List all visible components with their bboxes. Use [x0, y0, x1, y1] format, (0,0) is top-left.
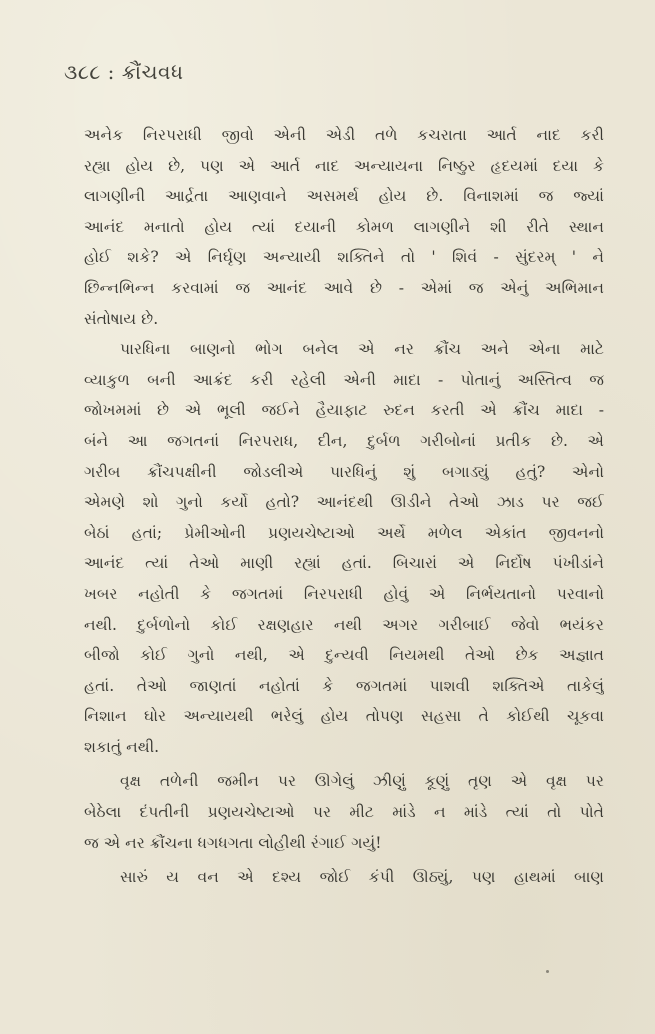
text-line: અનેક નિરપરાધી જીવો એની એડી તળે કચરાતા આર્ત નાદ કરી [84, 126, 604, 144]
text-line: પારધિના બાણનો ભોગ બનેલ એ નર ક્રૌંચ અને એના માટે [120, 340, 604, 359]
text-line: છિન્નભિન્ન કરવામાં જ આનંદ આવે છે - એમાં જ એનું અભિમાન [84, 278, 604, 297]
text-line: વ્યાકુળ બની આક્રંદ કરી રહેલી એની માદા - પોતાનું અસ્તિત્વ જ [84, 370, 604, 389]
text-line: બીજો કોઈ ગુનો નથી, એ દુન્યવી નિયમથી તેઓ છેક અજ્ઞાત [84, 646, 604, 665]
running-head: ૩૮૮ : ક્રૌંચવધ [64, 60, 184, 84]
text-line: બંને આ જગતનાં નિરપરાધ, દીન, દુર્બળ ગરીબોનાં પ્રતીક છે. એ [84, 431, 604, 450]
text-line: શકાતું નથી. [84, 737, 160, 756]
text-line: આનંદ મનાતો હોય ત્યાં દયાની કોમળ લાગણીને શી રીતે સ્થાન [84, 217, 604, 236]
text-line: વૃક્ષ તળેની જમીન પર ઊગેલું ઝીણું કૂણું તૃણ એ વૃક્ષ પર [120, 772, 604, 791]
text-line: જોખમમાં છે એ ભૂલી જઈને હૈયાફાટ રુદન કરતી એ ક્રૌંચ માદા - [84, 401, 604, 420]
text-line: બેઠેલા દંપતીની પ્રણયચેષ્ટાઓ પર મીટ માંડે ન માંડે ત્યાં તો પોતે [84, 803, 604, 822]
text-line: નિશાન ઘોર અન્યાયથી ભરેલું હોય તોપણ સહસા તે કોઈથી ચૂકવા [84, 707, 604, 726]
paragraph-3 [84, 766, 604, 858]
paper-speck [546, 970, 549, 973]
paragraph-4 [84, 862, 604, 893]
paragraph-1 [84, 120, 604, 334]
text-line: જ એ નર ક્રૌંચના ધગધગતા લોહીથી રંગાઈ ગયું! [84, 833, 382, 852]
text-line: હોઈ શકે? એ નિર્ઘૃણ અન્યાયી શક્તિને તો ' શિવં - સુંદરમ્ ' ને [84, 248, 604, 267]
text-line: આનંદ ત્યાં તેઓ માણી રહ્યાં હતાં. બિચારાં એ નિર્દોષ પંખીડાંને [84, 554, 604, 573]
body-text [84, 120, 604, 893]
text-line: હતાં. તેઓ જાણતાં નહોતાં કે જગતમાં પાશવી શક્તિએ તાકેલું [84, 676, 604, 695]
text-line: બેઠાં હતાં; પ્રેમીઓની પ્રણયચેષ્ટાઓ અર્થે મળેલ એકાંત જીવનનો [84, 523, 604, 542]
text-line: લાગણીની આર્દ્રતા આણવાને અસમર્થ હોય છે. વિનાશમાં જ જ્યાં [84, 187, 604, 206]
paragraph-2 [84, 334, 604, 762]
text-line: સારું ય વન એ દશ્ય જોઈ કંપી ઊઠ્યું, પણ હાથમાં બાણ [120, 868, 604, 887]
text-line: નથી. દુર્બળોનો કોઈ રક્ષણહાર નથી અગર ગરીબાઈ જેવો ભયંકર [84, 615, 604, 634]
text-line: રહ્યા હોય છે, પણ એ આર્ત નાદ અન્યાયના નિષ્ઠુર હૃદયમાં દયા કે [84, 156, 604, 175]
text-line: સંતોષાય છે. [84, 309, 159, 328]
text-line: ખબર નહોતી કે જગતમાં નિરપરાધી હોવું એ નિર્ભયતાનો પરવાનો [84, 584, 604, 603]
text-line: એમણે શો ગુનો કર્યો હતો? આનંદથી ઊડીને તેઓ ઝાડ પર જઈ [84, 493, 604, 512]
text-line: ગરીબ ક્રૌંચપક્ષીની જોડલીએ પારધિનું શું બગાડ્યું હતું? એનો [84, 462, 604, 481]
